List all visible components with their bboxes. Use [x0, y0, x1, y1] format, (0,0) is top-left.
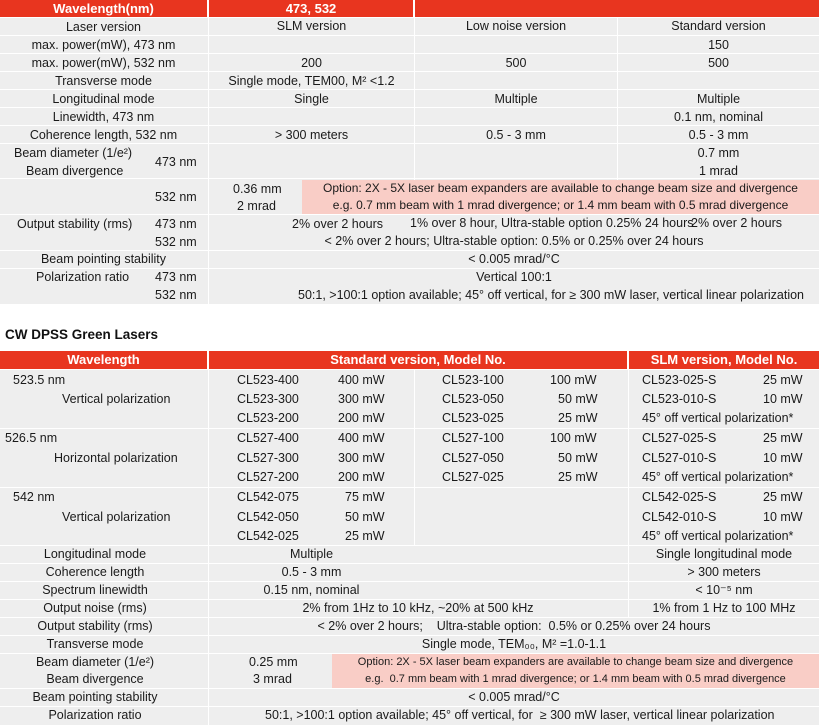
header-wavelength-2: Wavelength: [0, 351, 207, 369]
beam-expander-note-line1: Option: 2X - 5X laser beam expanders are available to change beam size and divergence: [323, 181, 798, 195]
beam-532-diameter: 0.36 mm: [233, 182, 282, 196]
model-std-2: CL523-100: [442, 373, 504, 387]
header-slm-model: SLM version, Model No.: [629, 351, 819, 369]
pointing-value: < 0.005 mrad/°C: [468, 252, 560, 266]
power-std-2: 25 mW: [558, 470, 598, 484]
model-slm: 45° off vertical polarization*: [642, 411, 794, 425]
polarization-532-sub: 532 nm: [155, 288, 197, 302]
polarization-532-value: 50:1, >100:1 option available; 45° off vertical, for ≥ 300 mW laser, vertical linear polarization: [298, 288, 804, 302]
beam-expander-note: [302, 180, 819, 214]
label-polarization: Polarization ratio: [36, 270, 130, 284]
coherence-standard-2: 0.5 - 3 mm: [281, 565, 342, 579]
power-532-standard: 500: [708, 56, 729, 70]
power-std: 200 mW: [338, 470, 385, 484]
col-low-noise: Low noise version: [465, 19, 567, 33]
label-linewidth: Linewidth, 473 nm: [52, 110, 155, 124]
polarization-value-2: 50:1, >100:1 option available; 45° off vertical, for ≥ 300 mW laser, vertical linear polarization: [265, 708, 775, 722]
label-stability-2: Output stability (rms): [37, 619, 153, 633]
polarization-473-sub: 473 nm: [155, 270, 197, 284]
model-std-2: CL523-025: [442, 411, 504, 425]
model-std: CL527-200: [237, 470, 299, 484]
polarization-473-value: Vertical 100:1: [476, 270, 552, 284]
label-diameter-2: Beam diameter (1/e²): [35, 655, 155, 669]
col-divider: [414, 370, 415, 545]
model-std-2: CL527-025: [442, 470, 504, 484]
model-slm: CL542-010-S: [642, 510, 717, 524]
label-beam-divergence: Beam divergence: [26, 164, 124, 178]
group-wavelength: 526.5 nm: [5, 431, 58, 445]
power-std: 400 mW: [338, 431, 385, 445]
power-532-slm: 200: [301, 56, 322, 70]
power-std-2: 50 mW: [558, 392, 598, 406]
power-std-2: 100 mW: [550, 373, 597, 387]
model-std: CL542-050: [237, 510, 299, 524]
stability-473-slm: 2% over 2 hours: [292, 217, 384, 231]
coherence-low-noise: 0.5 - 3 mm: [486, 128, 546, 142]
power-slm: 25 mW: [763, 373, 803, 387]
label-divergence-2: Beam divergence: [46, 672, 144, 686]
group-wavelength: 523.5 nm: [13, 373, 66, 387]
linewidth-slm-2: < 10⁻⁵ nm: [695, 583, 753, 597]
model-slm: CL523-025-S: [642, 373, 717, 387]
model-slm: CL542-025-S: [642, 490, 717, 504]
beam-473-sub: 473 nm: [155, 155, 197, 169]
transverse-value-2: Single mode, TEM₀₀, M² =1.0-1.1: [421, 637, 607, 651]
power-std: 400 mW: [338, 373, 385, 387]
header-wavelength: Wavelength(nm): [0, 0, 207, 17]
beam-expander-note-line2: e.g. 0.7 mm beam with 1 mrad divergence; or 1.4 mm beam with 0.5 mrad divergence: [332, 198, 789, 212]
divergence-value-2: 3 mrad: [253, 672, 292, 686]
model-slm: CL527-025-S: [642, 431, 717, 445]
header-blank: [415, 0, 819, 17]
label-stability: Output stability (rms): [17, 217, 133, 231]
col-standard: Standard version: [671, 19, 766, 33]
diameter-value-2: 0.25 mm: [249, 655, 298, 669]
model-std: CL523-400: [237, 373, 299, 387]
model-slm: 45° off vertical polarization*: [642, 529, 794, 543]
beam-expander-note-2-line2: e.g. 0.7 mm beam with 1 mrad divergence; or 1.4 mm beam with 0.5 mrad divergence: [365, 673, 786, 685]
power-slm: 10 mW: [763, 392, 803, 406]
linewidth-standard-2: 0.15 nm, nominal: [263, 583, 360, 597]
label-pointing-2: Beam pointing stability: [32, 690, 158, 704]
beam-expander-note-2-line1: Option: 2X - 5X laser beam expanders are available to change beam size and divergence: [357, 656, 794, 668]
longitudinal-standard-2: Multiple: [289, 547, 334, 561]
section-title: CW DPSS Green Lasers: [5, 327, 159, 342]
longitudinal-slm: Single: [294, 92, 329, 106]
coherence-standard: 0.5 - 3 mm: [688, 128, 749, 142]
model-std: CL523-300: [237, 392, 299, 406]
power-std: 75 mW: [345, 490, 385, 504]
longitudinal-standard: Multiple: [696, 92, 741, 106]
label-laser-version: Laser version: [65, 20, 142, 34]
power-slm: 10 mW: [763, 510, 803, 524]
label-pointing: Beam pointing stability: [40, 252, 167, 266]
beam-expander-note-2: [332, 654, 819, 688]
power-std: 200 mW: [338, 411, 385, 425]
model-std: CL542-025: [237, 529, 299, 543]
label-power-473: max. power(mW), 473 nm: [31, 38, 176, 52]
longitudinal-slm-2: Single longitudinal mode: [655, 547, 793, 561]
power-std-2: 50 mW: [558, 451, 598, 465]
power-std: 300 mW: [338, 451, 385, 465]
stability-473-sub: 473 nm: [155, 217, 197, 231]
power-std: 25 mW: [345, 529, 385, 543]
power-std: 300 mW: [338, 392, 385, 406]
label-longitudinal-2: Longitudinal mode: [43, 547, 147, 561]
power-473-standard: 150: [708, 38, 729, 52]
stability-532-sub: 532 nm: [155, 235, 197, 249]
noise-slm: 1% from 1 Hz to 100 MHz: [652, 601, 796, 615]
model-std-2: CL523-050: [442, 392, 504, 406]
stability-473-low-noise: 1% over 8 hour, Ultra-stable option 0.25% 24 hours: [410, 216, 694, 230]
group-polarization: Vertical polarization: [62, 510, 171, 524]
label-noise: Output noise (rms): [43, 601, 147, 615]
header-value: 473, 532: [209, 0, 413, 17]
stability-473-standard: 2% over 2 hours: [691, 216, 783, 230]
label-linewidth-2: Spectrum linewidth: [42, 583, 148, 597]
model-std: CL527-400: [237, 431, 299, 445]
power-std: 50 mW: [345, 510, 385, 524]
group-polarization: Vertical polarization: [62, 392, 171, 406]
beam-532-divergence: 2 mrad: [237, 199, 276, 213]
model-std-2: CL527-100: [442, 431, 504, 445]
transverse-value: Single mode, TEM00, M² <1.2: [228, 74, 395, 88]
col-slm: SLM version: [276, 19, 347, 33]
power-slm: 25 mW: [763, 431, 803, 445]
power-slm: 10 mW: [763, 451, 803, 465]
model-slm: CL523-010-S: [642, 392, 717, 406]
power-532-low-noise: 500: [505, 56, 527, 70]
label-beam-diameter: Beam diameter (1/e²): [14, 146, 133, 160]
linewidth-standard: 0.1 nm, nominal: [674, 110, 763, 124]
coherence-slm-2: > 300 meters: [687, 565, 761, 579]
label-coherence: Coherence length, 532 nm: [29, 128, 178, 142]
noise-standard: 2% from 1Hz to 10 kHz, ~20% at 500 kHz: [302, 601, 534, 615]
model-std: CL527-300: [237, 451, 299, 465]
power-slm: 25 mW: [763, 490, 803, 504]
model-std-2: CL527-050: [442, 451, 504, 465]
model-slm: CL527-010-S: [642, 451, 717, 465]
power-std-2: 100 mW: [550, 431, 597, 445]
label-transverse-2: Transverse mode: [46, 637, 144, 651]
label-polarization-2: Polarization ratio: [48, 708, 142, 722]
pointing-value-2: < 0.005 mrad/°C: [468, 690, 560, 704]
beam-diameter-standard: 0.7 mm: [697, 146, 740, 160]
beam-divergence-standard: 1 mrad: [699, 164, 738, 178]
power-std-2: 25 mW: [558, 411, 598, 425]
label-coherence-2: Coherence length: [45, 565, 145, 579]
group-polarization: Horizontal polarization: [54, 451, 178, 465]
model-std: CL542-075: [237, 490, 299, 504]
stability-532-value: < 2% over 2 hours; Ultra-stable option: 0.5% or 0.25% over 24 hours: [324, 234, 704, 248]
label-power-532: max. power(mW), 532 nm: [31, 56, 176, 70]
beam-532-sub: 532 nm: [155, 190, 197, 204]
longitudinal-low-noise: Multiple: [494, 92, 538, 106]
label-transverse: Transverse mode: [55, 74, 152, 88]
model-std: CL523-200: [237, 411, 299, 425]
stability-value-2: < 2% over 2 hours; Ultra-stable option: 0.5% or 0.25% over 24 hours: [317, 619, 711, 633]
label-longitudinal: Longitudinal mode: [52, 92, 155, 106]
col-divider: [628, 370, 629, 618]
coherence-slm: > 300 meters: [274, 128, 349, 142]
header-standard-model: Standard version, Model No.: [209, 351, 627, 369]
group-wavelength: 542 nm: [13, 490, 55, 504]
model-slm: 45° off vertical polarization*: [642, 470, 794, 484]
